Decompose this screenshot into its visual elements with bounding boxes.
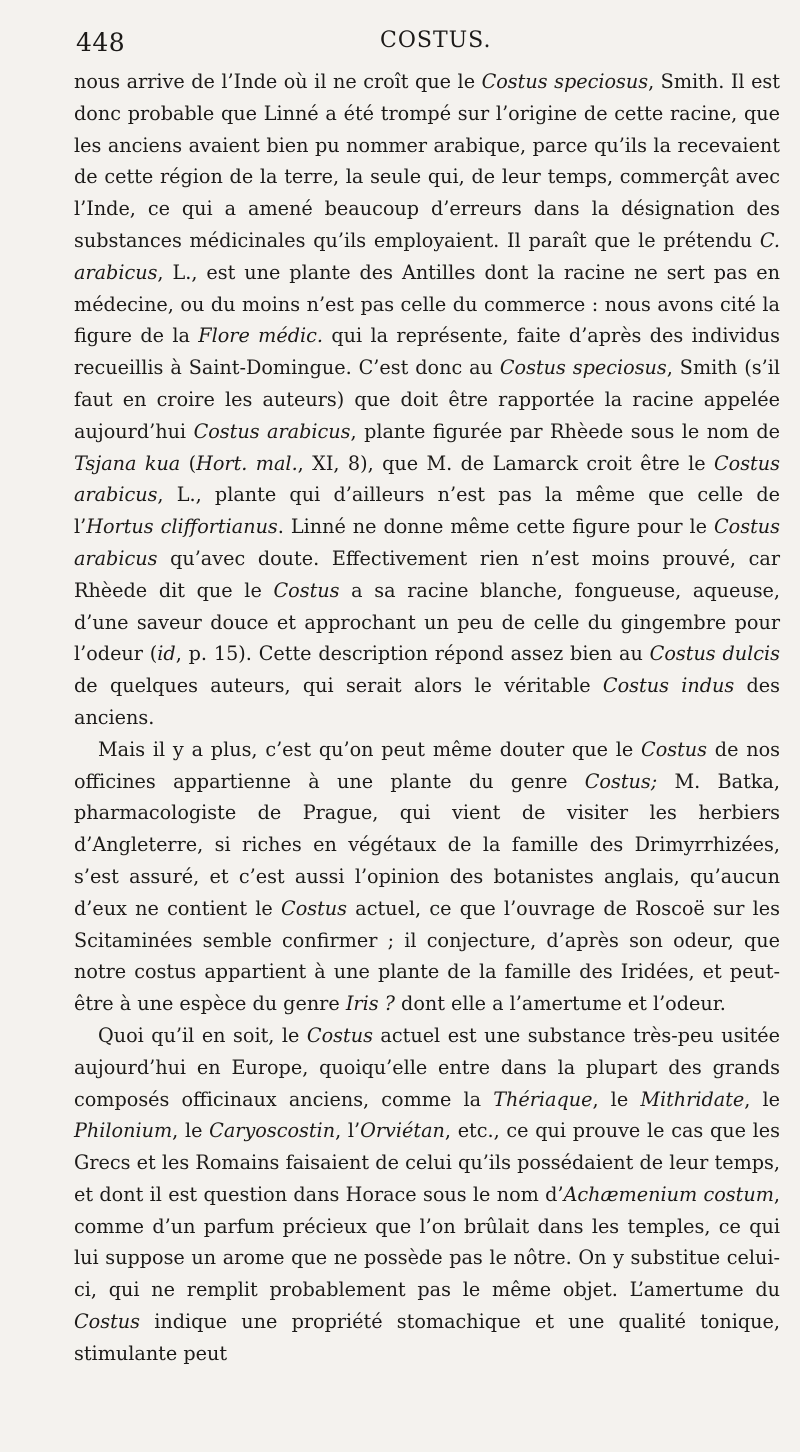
text-run: , le xyxy=(744,1087,780,1111)
italic-run: Mithridate xyxy=(640,1087,745,1111)
italic-run: Orviétan xyxy=(360,1119,445,1143)
text-run: actuel est une substance très-peu usitée aujourd’hui en Europe, quoiqu’elle entre dans la plupart des grands composés officinaux anciens, comme la xyxy=(74,1023,781,1111)
italic-run: Costus xyxy=(641,737,708,761)
text-run: , L., est une plante des Antilles dont la racine ne sert pas en médecine, ou du moins n’est pas celle du commerce : nous avons cité la figure de la xyxy=(74,260,780,348)
italic-run: Hortus cliffortianus xyxy=(86,515,278,539)
body-text xyxy=(62,66,780,1370)
italic-run: Hort. mal. xyxy=(196,451,298,475)
text-run: de nos officines appartienne à une plante du genre xyxy=(74,737,780,793)
italic-run: Flore médic. xyxy=(198,324,323,348)
text-run: , XI, 8), que M. de Lamarck croit être le xyxy=(297,451,714,475)
text-run: a sa racine blanche, fongueuse, aqueuse, d’une saveur douce et approchant un peu de celle du gingembre pour l’odeur ( xyxy=(74,578,781,666)
italic-run: Thériaque xyxy=(493,1087,593,1111)
running-title: COSTUS. xyxy=(380,28,492,53)
italic-run: Philonium xyxy=(74,1119,173,1143)
italic-run: Costus speciosus xyxy=(481,70,649,93)
paragraph-2 xyxy=(74,734,780,1020)
italic-run: Costus speciosus xyxy=(499,356,667,380)
text-run: M. Batka, pharmacologiste de Prague, qui vient de visiter les herbiers d’Angleterre, si riches en végétaux de la famille des Drimyrrhizées, s’est assuré, et c’est aussi l’opinion des botanistes anglais, qu’aucun d’eux ne contient le xyxy=(74,769,780,920)
text-run: , Smith. Il est donc probable que Linné a été trompé sur l’origine de cette racine, que les anciens avaient bien pu nommer arabique, parce qu’ils la recevaient de cette région de la terre, la seule qui, de leur temps, commerçât avec l’Inde, ce qui a amené beaucoup d’erreurs dans la désignation des substances médicinales qu’ils employaient. Il paraît que le prétendu xyxy=(74,70,780,252)
italic-run: Costus arabicus xyxy=(74,451,780,507)
text-run: Mais il y a plus, c’est qu’on peut même douter que le xyxy=(98,737,642,761)
italic-run: C. arabicus xyxy=(74,228,780,284)
italic-run: id xyxy=(157,642,176,666)
text-run: Quoi qu’il en soit, le xyxy=(98,1023,307,1047)
text-run: nous arrive de l’Inde où il ne croît que le xyxy=(74,70,482,93)
italic-run: Costus xyxy=(281,896,348,920)
text-run: , Smith (s’il faut en croire les auteurs) que doit être rapportée la racine appelée aujourd’hui xyxy=(74,356,780,443)
text-run: , p. 15). Cette description répond assez bien au xyxy=(175,642,650,666)
italic-run: Costus; xyxy=(584,769,658,793)
text-run: , L., plante qui d’ailleurs n’est pas la même que celle de l’ xyxy=(74,483,780,539)
paragraph-3 xyxy=(74,1020,780,1370)
text-run: qui la représente, faite d’après des individus recueillis à Saint-Domingue. C’est donc au xyxy=(74,324,780,380)
italic-run: Costus indus xyxy=(602,674,735,698)
text-run: ( xyxy=(180,451,197,475)
text-run: indique une propriété stomachique et une qualité tonique, stimulante peut xyxy=(74,1310,780,1365)
text-run: , plante figurée par Rhèede sous le nom de xyxy=(350,419,780,443)
paragraph-1 xyxy=(74,66,780,734)
italic-run: Costus xyxy=(306,1023,373,1047)
italic-run: Costus dulcis xyxy=(649,642,780,666)
italic-run: Achæmenium costum xyxy=(563,1182,774,1206)
italic-run: Iris ? xyxy=(345,992,395,1016)
text-run: , comme d’un parfum précieux que l’on brûlait dans les temples, ce qui lui suppose un arome que ne possède pas le nôtre. On y substitue celui-ci, qui ne remplit probablement pas le même objet. L’amertume du xyxy=(74,1182,780,1302)
italic-run: Costus arabicus xyxy=(74,515,780,570)
page-header xyxy=(62,22,780,66)
italic-run: Costus xyxy=(74,1310,140,1334)
italic-run: Caryoscostin xyxy=(209,1119,336,1143)
text-run: , etc., ce qui prouve le cas que les Grecs et les Romains faisaient de celui qu’ils possédaient de leur temps, et dont il est question dans Horace sous le nom d’ xyxy=(74,1119,781,1206)
text-run: , le xyxy=(592,1087,641,1111)
text-run: actuel, ce que l’ouvrage de Roscoë sur les Scitaminées semble confirmer ; il conjecture, d’après son odeur, que notre costus appartient à une plante de la famille des Iridées, et peut-être à une espèce du genre xyxy=(74,896,780,1016)
text-run: . Linné ne donne même cette figure pour le xyxy=(277,515,714,539)
text-run: des anciens. xyxy=(74,674,781,729)
italic-run: Costus xyxy=(273,578,340,602)
text-run: de quelques auteurs, qui serait alors le véritable xyxy=(74,674,603,698)
text-run: dont elle a l’amertume et l’odeur. xyxy=(394,992,726,1016)
italic-run: Costus arabicus xyxy=(193,419,351,443)
italic-run: Tsjana kua xyxy=(74,451,181,475)
text-run: , le xyxy=(172,1119,210,1143)
text-run: , l’ xyxy=(335,1119,361,1143)
page-number: 448 xyxy=(76,28,126,57)
text-run: qu’avec doute. Effectivement rien n’est moins prouvé, car Rhèede dit que le xyxy=(74,546,780,602)
